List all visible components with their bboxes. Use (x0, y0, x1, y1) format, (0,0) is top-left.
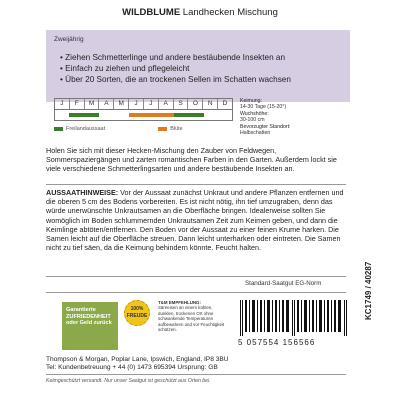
product-code: KC1749 / 40287 (364, 261, 373, 320)
bullet-list (60, 52, 291, 85)
address (46, 356, 346, 372)
brand-name: WILDBLUME (122, 7, 181, 18)
height-value: 30-100 cm (240, 117, 265, 124)
guarantee-badge: Garantierte ZUFRIEDENHEIT oder Geld zurück (62, 302, 118, 350)
bullet-item: • Ziehen Schmetterlinge und andere bestäubende Insekten an (60, 52, 291, 63)
month-cell: D (222, 100, 228, 107)
month-cell: N (203, 99, 218, 109)
legend-bloom: Blüte (170, 126, 183, 132)
divider (46, 276, 346, 277)
subtitle: Zweijährig (54, 36, 84, 43)
seed-standard: Standard-Saatgut EG-Norm (245, 280, 322, 287)
tm-text: Säreeisen an einem kühlen, dunklen, trockenen Ort ohne schwankende Temperaturen aufbewahren und vor Feuchtigkeit schützen. (158, 305, 225, 333)
tm-recommendation (158, 300, 230, 332)
sowing-calendar (54, 98, 233, 121)
bullet-item: • Einfach zu ziehen und pflegeleicht (60, 63, 291, 74)
month-row (54, 98, 233, 110)
sowing-heading: AUSSAATHINWEISE: (46, 188, 119, 197)
month-cell: M (85, 99, 100, 109)
legend-sowing: Freilandaussaat (66, 126, 106, 132)
month-cell: J (144, 99, 159, 109)
feature-band (46, 30, 350, 102)
tm-heading: T&M EMPFEHLUNG: (158, 300, 201, 305)
bullet-item: • Über 20 Sorten, die an trockenen Sellen im Schatten wachsen (60, 74, 291, 85)
divider (46, 184, 346, 185)
product-title (0, 7, 400, 18)
divider (46, 292, 346, 293)
month-cell: O (188, 99, 203, 109)
sowing-swatch (54, 127, 63, 131)
month-cell: S (174, 99, 189, 109)
satisfaction-seal: 100% FREUDE (124, 300, 150, 326)
address-line: Tel: Kundenbetreuung + 44 (0) 1473 695394 Ursprung: GB (46, 364, 218, 371)
growing-info (240, 98, 290, 136)
legal-note: Keimgeschützt versandt. Nur unser Saatgut ist geschützt aus Orten bei. (46, 378, 211, 384)
calendar-legend (54, 126, 183, 132)
sowing-instructions (46, 188, 346, 252)
germination-value: 14-30 Tage (15-20°) (240, 104, 287, 111)
month-cell: M (114, 99, 129, 109)
month-cell: J (55, 99, 70, 109)
calendar-bars (54, 110, 233, 121)
month-cell: F (70, 99, 85, 109)
divider (46, 374, 346, 375)
sowing-text: Vor der Aussaat zunächst Unkraut und andere Pflanzen entfernen und die oberen 5 cm des Bodens vorbereiten. Es ist nicht nötig, ihn tief umzugraben, denn das würde unerwünschte Unkrautsamen an die Oberfläche bringen. Idealerweise sollten Sie womöglich im Boden schlummernden Unkrautsamen Zeit zum Keimen geben, und dann die Keimlinge abtöten/entfernen. Den Boden vor der Aussaat zu einer feinen Krume harken. Die Samen leicht auf die Oberfläche streuen. Dann leicht unterharken oder eintreten. Die Samen nicht zu tief säen, da die Keimung behindern könnte. Feucht halten. (46, 188, 344, 253)
bloom-swatch (158, 127, 167, 131)
month-cell: A (159, 99, 174, 109)
barcode-number: 5 057554 156566 (238, 338, 316, 347)
sowing-bar-autumn (174, 113, 204, 117)
month-cell: A (99, 99, 114, 109)
month-cell: J (129, 99, 144, 109)
location-label: Bevorzugter Standort: (240, 123, 291, 130)
germination-label: Keimung: (240, 98, 262, 104)
height-label: Wuchshöhe: (240, 110, 269, 117)
address-line: Thompson & Morgan, Poplar Lane, Ipswich, England, IP8 3BU (46, 356, 229, 363)
barcode (238, 300, 350, 336)
bloom-bar (129, 113, 173, 117)
location-value: Halbschatten (240, 130, 271, 137)
intro-text: Holen Sie sich mit dieser Hecken-Mischung den Zauber von Feldwegen, Sommerspaziergängen und zarten romantischen Farben in den Garten. Außerdem lockt sie viele verschiedene Schmetterlingsarten und andere bestäubende Insekten an. (46, 146, 337, 174)
sowing-bar (69, 113, 99, 117)
product-name: Landhecken Mischung (182, 7, 278, 18)
